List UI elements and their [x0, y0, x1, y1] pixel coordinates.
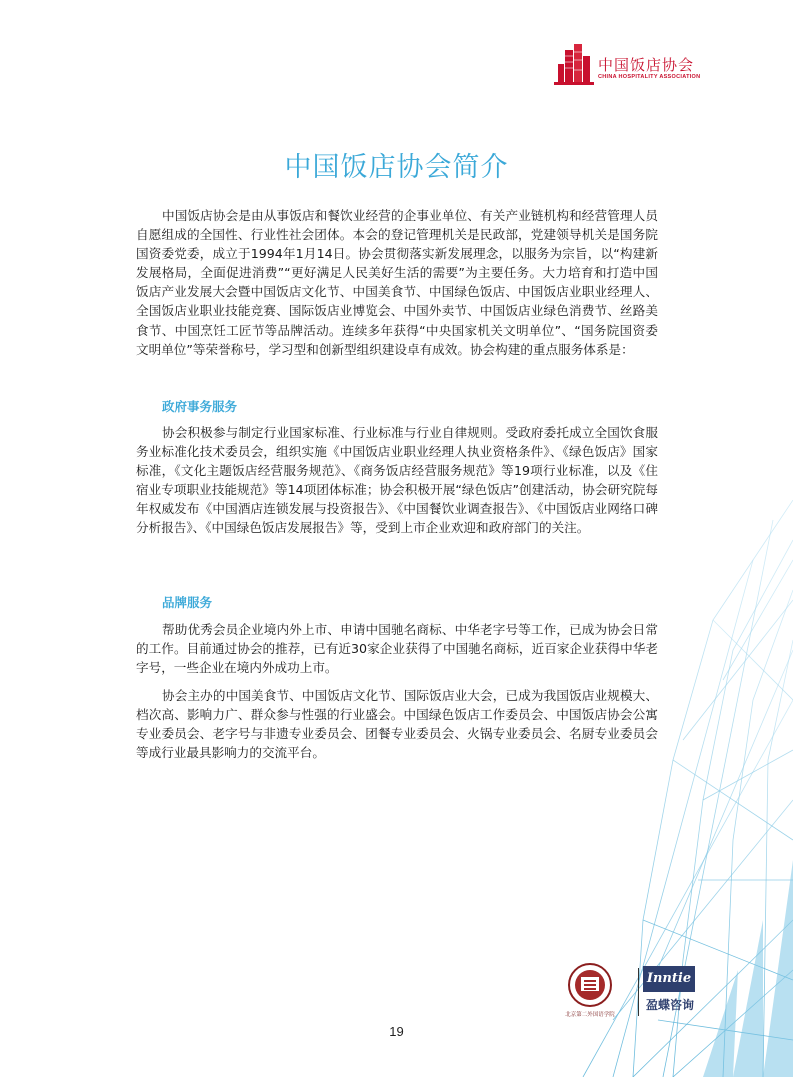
intro-paragraph: 中国饭店协会是由从事饭店和餐饮业经营的企事业单位、有关产业链机构和经营管理人员自愿组成的全国性、行业性社会团体。本会的登记管理机关是民政部，党建领导机关是国务院国资委党委，成立于1994年1月14日。协会贯彻落实新发展理念，以服务为宗旨，以“构建新发展格局，全面促进消费”“更好满足人民美好生活的需要”为主要任务。大力培育和打造中国饭店产业发展大会暨中国饭店文化节、中国美食节、中国绿色饭店、中国饭店业职业经理人、全国饭店业职业技能竞赛、国际饭店业博览会、中国外卖节、中国饭店业绿色消费节、丝路美食节、中国烹饪工匠节等品牌活动。连续多年获得“中央国家机关文明单位”、“国务院国资委文明单位”等荣誉称号，学习型和创新型组织建设卓有成效。协会构建的重点服务体系是： — [136, 208, 658, 357]
inntie-chinese-name: 盈蝶咨询 — [645, 998, 694, 1012]
logo-divider — [638, 968, 639, 1016]
university-seal-icon — [566, 962, 614, 1008]
inntie-logo: Inntie — [643, 966, 695, 992]
logo-chinese-name: 中国饭店协会 — [598, 56, 695, 74]
brand-paragraph-2: 协会主办的中国美食节、中国饭店文化节、国际饭店业大会，已成为我国饭店业规模大、档次高、影响力广、群众参与性强的行业盛会。中国绿色饭店工作委员会、中国饭店协会公寓专业委员会、老字号与非遗专业委员会、团餐专业委员会、火锅专业委员会、名厨专业委员会等成行业最具影响力的交流平台。 — [136, 688, 658, 761]
brand-paragraph-1: 帮助优秀会员企业境内外上市、申请中国驰名商标、中华老字号等工作，已成为协会日常的工作。目前通过协会的推荐，已有近30家企业获得了中国驰名商标，近百家企业获得中华老字号，一些企业在境内外成功上市。 — [136, 622, 658, 676]
section-heading-government: 政府事务服务 — [162, 399, 238, 414]
page-number: 19 — [389, 1024, 404, 1039]
seal-caption: 北京第二外国语学院 — [565, 1012, 615, 1018]
logo-english-name: CHINA HOSPITALITY ASSOCIATION — [598, 74, 701, 80]
partner-logos — [548, 962, 708, 1022]
building-logo-icon — [552, 42, 596, 86]
association-logo — [552, 42, 732, 88]
government-paragraph: 协会积极参与制定行业国家标准、行业标准与行业自律规则。受政府委托成立全国饮食服务业标准化技术委员会，组织实施《中国饭店业职业经理人执业资格条件》、《绿色饭店》国家标准，《文化主题饭店经营服务规范》、《商务饭店经营服务规范》等19项行业标准，以及《住宿业专项职业技能规范》等14项团体标准；协会积极开展“绿色饭店”创建活动，协会研究院每年权威发布《中国酒店连锁发展与投资报告》、《中国餐饮业调查报告》、《中国饭店业网络口碑分析报告》、《中国绿色饭店发展报告》等，受到上市企业欢迎和政府部门的关注。 — [136, 425, 658, 536]
section-heading-brand: 品牌服务 — [162, 595, 213, 610]
page-title: 中国饭店协会简介 — [284, 152, 509, 183]
